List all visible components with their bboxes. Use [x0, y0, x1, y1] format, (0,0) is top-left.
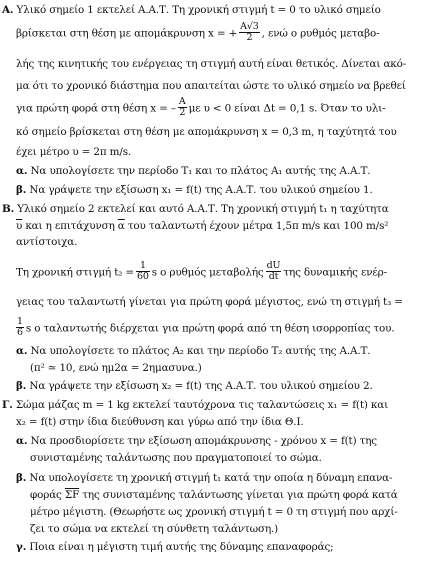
velocity-vector: $\overline{\upsilon}$ [16, 220, 23, 232]
text: Να προσδιορίσετε την εξίσωση απομάκρυνσης - χρόνου x = f(t) της [27, 435, 377, 447]
part-a-line-5 [16, 98, 448, 119]
question-c-beta-cont-2 [30, 506, 448, 519]
denominator: 6 [17, 327, 23, 338]
text: x₂ = f(t) στην ίδια διεύθυνση και γύρω από την ίδια Θ.Ι. [16, 416, 304, 428]
text: λής της κινητικής του ενέργειας τη στιγμή αυτή είναι θετικός. Δίνεται ακό- [16, 58, 407, 70]
denominator: 2 [246, 32, 253, 43]
item-label: γ. [16, 541, 27, 553]
text: Να γράψετε την εξίσωση x₂ = f(t) της Α.Α.Τ. του υλικού σημείου 2. [26, 380, 373, 392]
fraction [136, 261, 150, 282]
item-label: β. [16, 472, 27, 484]
text: με υ < 0 είναι Δt = 0,1 s. Όταν το υλι- [188, 102, 386, 115]
item-label: β. [16, 380, 27, 392]
text: αντίστοιχα. [16, 236, 78, 248]
part-a-line-7 [16, 146, 448, 159]
question-a-beta [16, 184, 448, 197]
text: Σώμα μάζας m = 1 kg εκτελεί ταυτόχρονα τις ταλαντώσεις x₁ = f(t) και [12, 399, 389, 411]
text: κό σημείο βρίσκεται στη θέση με απομάκρυνση x = 0,3 m, η ταχύτητά του [16, 126, 397, 138]
part-b-line-2 [16, 220, 448, 233]
numerator: A [178, 96, 186, 107]
part-a-line-3 [16, 58, 448, 71]
part-a-line-6 [16, 126, 448, 139]
fraction [178, 97, 187, 118]
item-label: α. [16, 435, 28, 447]
item-label: β. [16, 184, 27, 196]
fraction [16, 317, 24, 338]
question-c-alpha [16, 435, 448, 448]
text: του ταλαντωτή έχουν μέτρα 1,5π m/s και 100 m/s² [124, 220, 389, 232]
question-b-beta [16, 380, 448, 393]
text: και η επιτάχυνση [22, 220, 118, 232]
question-a-alpha [16, 165, 448, 178]
denominator: 60 [137, 271, 149, 282]
text: (π² ≃ 10, ενώ ημ2α = 2ημασυνα.) [30, 362, 202, 374]
question-c-beta-cont-3 [30, 523, 448, 536]
text: μα ότι το χρονικό διάστημα που απαιτείται ώστε το υλικό σημείο να βρεθεί [16, 80, 406, 92]
text: βρίσκεται στη θέση με απομάκρυνση x = + [16, 27, 238, 40]
fraction [239, 22, 260, 43]
part-b-label: B. [2, 203, 15, 215]
part-c-line-2 [16, 416, 448, 429]
question-c-gamma [16, 541, 448, 554]
text: ζει το σώμα να εκτελεί τη σύνθετη ταλάντωση.) [30, 523, 279, 535]
denominator: dt [268, 271, 279, 282]
text: της συνισταμένης ταλάντωσης γίνεται για πρώτη φορά κατά [79, 489, 398, 501]
part-b-line-1 [2, 203, 448, 216]
part-b-line-5 [16, 296, 448, 309]
text: , ενώ ο ρυθμός μεταβο- [261, 27, 380, 40]
part-b-line-3 [16, 236, 448, 249]
part-b-line-4 [16, 262, 448, 283]
text: της δυναμικής ενέρ- [283, 266, 387, 279]
item-label: α. [16, 345, 28, 357]
text: Υλικό σημείο 1 εκτελεί Α.Α.Τ. Τη χρονική στιγμή t = 0 το υλικό σημείο [13, 4, 381, 16]
denominator: 2 [179, 107, 186, 118]
text: έχει μέτρο υ = 2π m/s. [16, 146, 132, 158]
text: συνισταμένης ταλάντωσης που πραγματοποιεί το σώμα. [30, 452, 322, 464]
text: s ο ταλαντωτής διέρχεται για πρώτη φορά από τη θέση ισορροπίας του. [25, 322, 395, 335]
text: Ποια είναι η μέγιστη τιμή αυτής της δύναμης επαναφοράς; [26, 541, 334, 553]
restoring-force-vector: $\overline{\Sigma F}$ [64, 489, 80, 501]
question-b-alpha-hint [30, 362, 448, 375]
text: για πρώτη φορά στη θέση x = – [16, 102, 176, 115]
fraction [266, 261, 282, 282]
numerator: A√3 [240, 21, 259, 32]
text: Υλικό σημείο 2 εκτελεί και αυτό Α.Α.Τ. Τη χρονική στιγμή t₁ η ταχύτητα [14, 203, 389, 215]
question-b-alpha [16, 345, 448, 358]
part-c-line-1 [2, 399, 448, 412]
part-a-line-4 [16, 80, 448, 93]
text: s ο ρυθμός μεταβολής [151, 266, 264, 279]
part-c-label: Γ. [2, 399, 13, 411]
numerator: 1 [136, 261, 150, 272]
text: μέτρο μέγιστη. (Θεωρήστε ως χρονική στιγμή t = 0 τη στιγμή που αρχί- [30, 506, 398, 518]
numerator: 1 [17, 316, 23, 327]
text: Να υπολογίσετε το πλάτος A₂ και την περίοδο T₂ αυτής της Α.Α.Τ. [27, 345, 371, 357]
question-c-beta [16, 472, 448, 485]
text: φοράς [30, 489, 65, 501]
text: γειας του ταλαντωτή γίνεται για πρώτη φορά μέγιστος, ενώ τη στιγμή t₃ = [16, 296, 403, 308]
acceleration-vector: $\overline{\alpha}$ [117, 220, 125, 232]
part-a-line-1 [2, 4, 448, 17]
text: Να γράψετε την εξίσωση x₁ = f(t) της Α.Α.Τ. του υλικού σημείου 1. [26, 184, 373, 196]
text: Να υπολογίσετε την περίοδο T₁ και το πλάτος A₁ αυτής της Α.Α.Τ. [27, 165, 371, 177]
numerator: dU [266, 260, 281, 271]
question-c-beta-cont-1 [30, 489, 448, 502]
item-label: α. [16, 165, 28, 177]
part-b-line-6 [16, 318, 448, 339]
question-c-alpha-cont [30, 452, 448, 465]
part-a-label: A. [2, 4, 14, 16]
text: Τη χρονική στιγμή t₂ = [16, 266, 134, 279]
text: Να υπολογίσετε τη χρονική στιγμή t₁ κατά την οποία η δύναμη επανα- [26, 472, 393, 484]
part-a-line-2 [16, 23, 448, 44]
